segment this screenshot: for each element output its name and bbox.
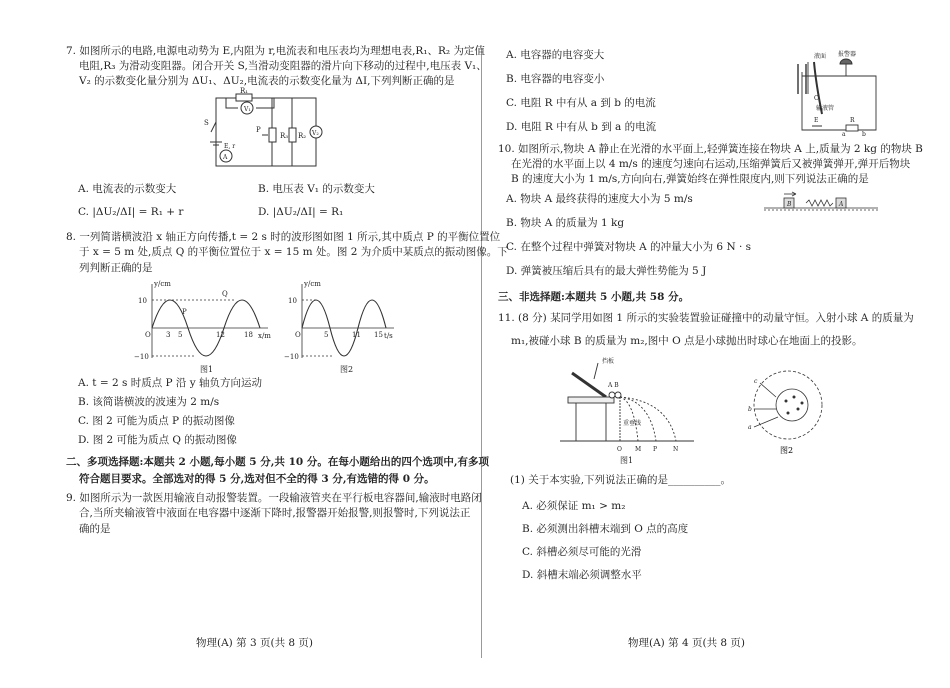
fig1-y-label: y/cm	[154, 279, 171, 288]
q11-fig2-caption: 图2	[780, 446, 794, 456]
q10-line-1: 10. 如图所示,物块 A 静止在光滑的水平面上,轻弹簧连接在物块 A 上,质量为 2 kg 的物块 B	[498, 143, 923, 155]
right-column	[498, 44, 923, 589]
q11-line-2: m₁,被碰小球 B 的质量为 m₂,图中 O 点是小球抛出时球心在地面上的投影。	[511, 335, 863, 348]
circle-a-label: a	[748, 424, 752, 432]
slider-p-label: P	[256, 125, 261, 134]
q11-figures	[498, 353, 890, 465]
q8-option-c: C. 图 2 可能为质点 P 的振动图像	[78, 415, 235, 428]
q10-spring-blocks-figure	[762, 188, 882, 214]
point-a-label: a	[842, 131, 846, 138]
q10-option-b: B. 物块 A 的质量为 1 kg	[506, 216, 625, 229]
fig2-y-top: 10	[288, 296, 297, 305]
fig2-tick-15: 15	[374, 330, 383, 339]
section-2-heading-line-2: 符合题目要求。全部选对的得 5 分,选对但不全的得 3 分,有选错的得 0 分。	[79, 472, 435, 485]
q7-line-3: V₂ 的示数变化量分别为 ΔU₁、ΔU₂,电流表的示数变化量为 ΔI,下列判断正确的是	[79, 75, 455, 88]
alarm-icon	[840, 59, 852, 64]
q7-line-1: 7. 如图所示的电路,电源电动势为 E,内阻为 r,电流表和电压表均为理想电表,R₁、R₂ 为定值	[66, 45, 485, 57]
fig1-tick-12: 12	[216, 330, 225, 339]
section-2-heading-line-1: 二、多项选择题:本题共 2 小题,每小题 5 分,共 10 分。在每小题给出的四个选项中,有多项	[66, 455, 489, 468]
q9-line-3: 确的是	[79, 522, 111, 535]
q10-option-d: D. 弹簧被压缩后具有的最大弹性势能为 5 J	[506, 264, 707, 277]
q9-alarm-circuit-figure	[794, 44, 890, 136]
block-b-label: B	[787, 200, 792, 208]
q11-line-1: 11. (8 分) 某同学用如图 1 所示的实验装置验证碰撞中的动量守恒。入射小球 A 的质量为	[498, 311, 914, 324]
q11-fig1-caption: 图1	[620, 456, 634, 466]
fig2-y-label: y/cm	[304, 279, 321, 288]
fig1-x-label: x/m	[258, 331, 271, 340]
fig1-tick-3: 3	[166, 330, 171, 339]
table	[568, 397, 614, 403]
alarm-label: 报警器	[838, 51, 857, 58]
r3-label: R₃	[280, 131, 289, 140]
q11-fig1-apparatus	[560, 357, 694, 465]
r1-label: R₁	[240, 86, 249, 95]
switch-s	[211, 122, 216, 132]
q9-line-2: 合,当所夹输液管中液面在电容器中逐渐下降时,报警器开始报警,则报警时,下列说法正	[79, 507, 471, 520]
q9-options-block	[498, 44, 890, 140]
q8-fig2-vibration-graph	[284, 280, 394, 374]
column-divider	[481, 48, 482, 658]
q8-fig1-wave-graph	[134, 280, 271, 374]
q10-line-3: B 的速度大小为 1 m/s,方向向右,弹簧始终在弹性限度内,则下列说法正确的是	[511, 173, 869, 186]
r1-resistor	[236, 94, 252, 101]
q7-option-b: B. 电压表 V₁ 的示数变大	[258, 182, 375, 195]
source-label: E, r	[224, 142, 236, 150]
baffle	[594, 363, 598, 379]
fig2-tick-11: 11	[352, 330, 361, 339]
block-a-label: A	[839, 200, 844, 208]
r2-label: R₂	[298, 131, 307, 140]
resistor-label: R	[850, 117, 855, 124]
point-o-label: O	[617, 446, 622, 454]
q7-options-row-1	[78, 182, 466, 197]
switch-label: S	[204, 118, 209, 127]
left-column	[66, 44, 508, 543]
inner-circle	[776, 389, 808, 421]
q11-option-d: D. 斜槽末端必须调整水平	[522, 569, 642, 582]
fig2-origin: O	[295, 330, 301, 339]
q7-option-c: C. |ΔU₂/ΔI| = R₁ + r	[78, 205, 184, 218]
q8-option-b: B. 该简谐横波的波速为 2 m/s	[78, 395, 220, 408]
fig1-point-p: P	[182, 307, 187, 316]
q7-options-row-2	[78, 205, 466, 220]
fig2-y-bot: −10	[284, 352, 299, 361]
q11-option-a: A. 必须保证 m₁ > m₂	[522, 499, 626, 512]
point-m-label: M	[635, 446, 642, 454]
fig1-y-bot: −10	[134, 352, 149, 361]
q8-option-d: D. 图 2 可能为质点 Q 的振动图像	[78, 434, 237, 447]
q11-option-c: C. 斜槽必须尽可能的光滑	[522, 545, 642, 558]
question-8	[66, 230, 508, 449]
q9-line-1: 9. 如图所示为一款医用输液自动报警装置。一段输液管夹在平行板电容器间,输液时电路闭	[66, 492, 482, 505]
q10-option-c: C. 在整个过程中弹簧对物块 A 的冲量大小为 6 N · s	[506, 240, 752, 253]
baffle-label: 挡板	[602, 358, 615, 366]
point-n-label: N	[673, 446, 679, 454]
question-7	[66, 44, 487, 220]
battery-label: E	[814, 117, 819, 124]
question-10	[498, 142, 923, 284]
point-p-label: P	[653, 446, 658, 454]
circle-c-label: c	[754, 378, 758, 386]
ammeter-label: A	[223, 153, 228, 161]
fig1-y-top: 10	[138, 296, 147, 305]
balls-ab-label: A B	[608, 382, 619, 390]
plumb-line-label: 重垂线	[623, 420, 642, 428]
question-9	[66, 491, 482, 537]
q8-wave-figures	[66, 278, 466, 374]
outer-circle	[754, 371, 822, 439]
fig1-tick-18: 18	[244, 330, 253, 339]
question-11	[498, 311, 914, 584]
q8-option-a: A. t = 2 s 时质点 P 沿 y 轴负方向运动	[78, 376, 263, 389]
q8-line-2: 于 x = 5 m 处,质点 Q 的平衡位置位于 x = 15 m 处。图 2 为介质中某质点的振动图像。下	[79, 246, 508, 259]
v1-label: V₁	[244, 105, 251, 113]
spring	[806, 200, 833, 206]
q10-option-a: A. 物块 A 最终获得的速度大小为 5 m/s	[506, 192, 693, 205]
fig1-origin: O	[145, 330, 151, 339]
resistor-r	[846, 125, 858, 131]
tube-label: 输液管	[816, 105, 835, 112]
fig2-tick-5: 5	[324, 330, 329, 339]
left-page-footer: 物理(A) 第 3 页(共 8 页)	[196, 637, 314, 649]
fig2-caption: 图2	[340, 364, 354, 374]
fig1-caption: 图1	[200, 364, 214, 374]
slope-chute	[572, 373, 606, 397]
q11-option-b: B. 必须测出斜槽末端到 O 点的高度	[522, 522, 689, 535]
fig2-t-label: t/s	[384, 331, 393, 340]
q8-line-3: 列判断正确的是	[79, 261, 153, 274]
circle-b-label: b	[748, 406, 752, 414]
point-b-label: b	[862, 131, 866, 138]
r3-resistor	[269, 128, 276, 142]
q7-circuit-figure	[66, 86, 466, 180]
q7-line-2: 电阻,R₃ 为滑动变阻器。闭合开关 S,当滑动变阻器的滑片向下移动的过程中,电压表 V₁、	[79, 60, 487, 73]
q9-option-b: B. 电容器的电容变小	[506, 73, 605, 85]
fig1-point-q: Q	[222, 289, 228, 298]
q7-option-a: A. 电流表的示数变大	[78, 182, 177, 195]
fig1-tick-5: 5	[178, 330, 183, 339]
q11-sub-question-1: (1) 关于本实验,下列说法正确的是__________。	[510, 474, 732, 487]
q7-option-d: D. |ΔU₂/ΔI| = R₁	[258, 205, 344, 218]
capacitor-label: C	[814, 95, 819, 102]
q10-line-2: 在光滑的水平面上以 4 m/s 的速度匀速向右运动,压缩弹簧后又被弹簧弹开,弹开后物块	[511, 158, 911, 171]
section-3-heading: 三、非选择题:本题共 5 小题,共 58 分。	[498, 290, 690, 303]
q10-options-block	[498, 188, 890, 284]
q11-fig2-landing-circles	[748, 371, 822, 455]
right-page-footer: 物理(A) 第 4 页(共 8 页)	[628, 637, 746, 649]
liquid-surface-label: 液面	[814, 53, 827, 60]
q9-option-d: D. 电阻 R 中有从 b 到 a 的电流	[506, 121, 657, 133]
q9-option-a: A. 电容器的电容变大	[506, 49, 605, 61]
q9-option-c: C. 电阻 R 中有从 a 到 b 的电流	[506, 97, 656, 109]
q8-line-1: 8. 一列简谐横波沿 x 轴正方向传播,t = 2 s 时的波形图如图 1 所示,其中质点 P 的平衡位置位	[66, 231, 501, 244]
r2-resistor	[289, 128, 296, 142]
v2-label: V₂	[312, 129, 319, 137]
